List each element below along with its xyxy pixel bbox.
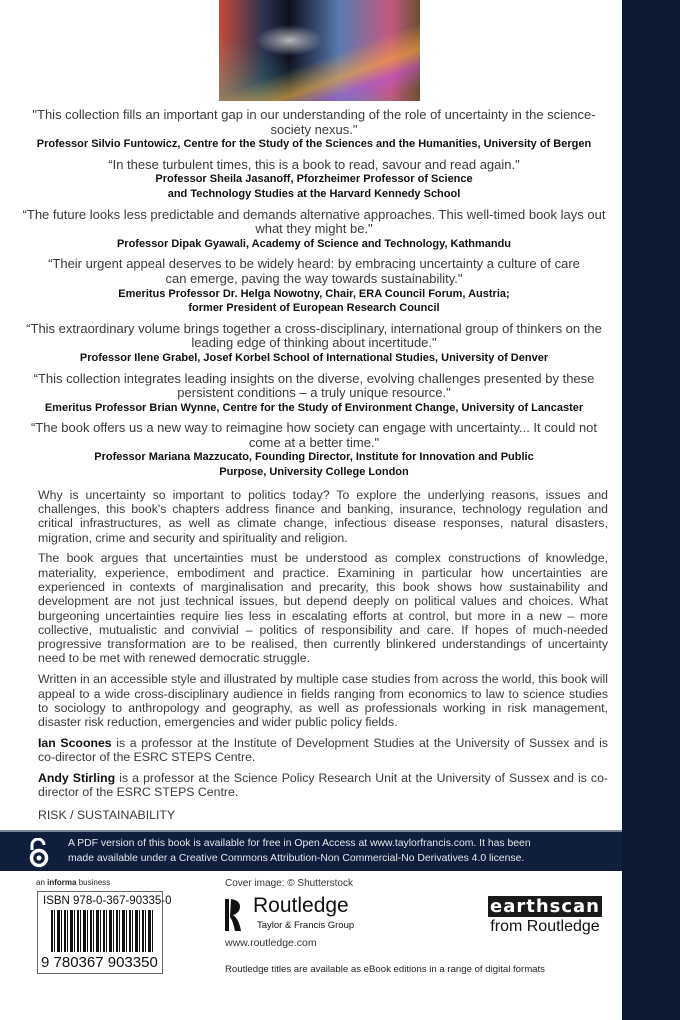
earthscan-logo	[483, 897, 607, 937]
description-paragraph: Why is uncertainty so important to politics today? To explore the underlying reasons, issues and challenges, this book's chapters address finance and banking, insurance, technology regulation and critical infrastructures, as well as climate change, infectious disease responses, natural disasters, migration, crime and security and spirituality and religion.	[38, 487, 608, 545]
cover-credit: Cover image: © Shutterstock	[225, 877, 353, 889]
spine-bar	[622, 0, 680, 1020]
informa-prefix: an	[36, 877, 48, 887]
description-paragraph: Written in an accessible style and illustrated by multiple case studies from across the world, this book will appeal to a wide cross-disciplinary audience in fields ranging from economics to law to science studies to sociology to anthropology and geography, as well as professionals working in risk management, disaster risk reduction, emergencies and wider public policy fields.	[38, 672, 608, 730]
subject-category: RISK / SUSTAINABILITY	[38, 807, 176, 822]
quote-attribution: Emeritus Professor Brian Wynne, Centre for the Study of Environment Change, University of Lancaster	[44, 401, 584, 414]
quote-attribution: Professor Mariana Mazzucato, Founding Director, Institute for Innovation and Public Purpose, University College London	[94, 451, 534, 479]
description	[38, 488, 608, 822]
open-access-line: A PDF version of this book is available for free in Open Access at www.taylorfrancis.com. It has been	[68, 837, 531, 849]
quote-text: “This collection integrates leading insights on the diverse, evolving challenges presented by these persistent conditions – a truly unique resource."	[33, 370, 595, 401]
footer	[0, 871, 622, 1003]
quote-text: "This collection fills an important gap in our understanding of the role of uncertainty in the science-society nexus."	[32, 107, 596, 137]
open-access-icon	[28, 838, 50, 868]
quote-attribution: Professor Dipak Gyawali, Academy of Science and Technology, Kathmandu	[116, 237, 512, 250]
ebook-note: Routledge titles are available as eBook editions in a range of digital formats	[225, 963, 545, 975]
routledge-mark-icon	[225, 897, 243, 933]
author-bio	[38, 771, 608, 800]
author-name: Andy Stirling	[38, 771, 116, 785]
author-bio-text: is a professor at the Institute of Development Studies at the University of Sussex and is co-director of the ESRC STEPS Centre.	[38, 735, 608, 765]
publisher-name: Routledge	[253, 893, 349, 917]
quote-text: “This extraordinary volume brings together a cross-disciplinary, international group of thinkers on the leading edge of thinking about incertitude."	[26, 320, 602, 351]
quote-attribution: Professor Silvio Funtowicz, Centre for the Study of the Sciences and the Humanities, University of Bergen	[36, 138, 592, 151]
imprint-name: earthscan	[490, 895, 600, 917]
ean-number: 9 780367 903350	[41, 953, 158, 971]
description-paragraph: The book argues that uncertainties must be understood as complex constructions of knowledge, materiality, experience, embodiment and practice. Examining in particular how uncertainties are experienced in contexts of marginalisation and precarity, this book shows how sustainability and development are not just technical issues, but depend deeply on political values and choices. What burgeoning uncertainties require lies less in escalating efforts at control, but more in a new – more collective, mutualistic and convivial – politics of responsibility and care. If hopes of much-needed progressive transformation are to be realised, then currently blinkered understandings of uncertainty need to be met with renewed democratic struggle.	[38, 551, 608, 666]
author-bio	[38, 736, 608, 765]
endorsement	[14, 421, 614, 479]
open-access-band	[0, 830, 622, 871]
quote-attribution: Professor Ilene Grabel, Josef Korbel School of International Studies, University of Denver	[79, 351, 549, 364]
isbn-barcode	[37, 891, 172, 974]
barcode-bars	[51, 910, 153, 952]
informa-suffix: business	[76, 877, 111, 887]
routledge-logo	[225, 893, 365, 933]
quote-attribution: Professor Sheila Jasanoff, Pforzheimer Professor of Science and Technology Studies at the Harvard Kennedy School	[155, 173, 473, 200]
endorsement	[14, 108, 614, 152]
cover-image	[219, 0, 420, 101]
open-access-notice	[68, 836, 531, 866]
endorsement	[14, 257, 614, 315]
imprint-sub: from Routledge	[490, 917, 600, 935]
author-bio-text: is a professor at the Science Policy Research Unit at the University of Sussex and is co-director of the ESRC STEPS Centre.	[38, 771, 609, 800]
publisher-group: Taylor & Francis Group	[257, 919, 355, 931]
isbn-number: ISBN 978-0-367-90335-0	[43, 894, 172, 907]
quote-text: “The future looks less predictable and demands alternative approaches. This well-timed book lays out what they might be."	[22, 206, 606, 237]
informa-name: informa	[47, 877, 77, 887]
publisher-url[interactable]: www.routledge.com	[225, 936, 317, 949]
quote-text: “Their urgent appeal deserves to be widely heard: by embracing uncertainty a culture of care can emerge, paving the way towards sustainability."	[48, 256, 580, 286]
quote-attribution: Emeritus Professor Dr. Helga Nowotny, Chair, ERA Council Forum, Austria; former President of European Research Council	[118, 287, 510, 315]
endorsement	[14, 372, 614, 416]
author-name: Ian Scoones	[38, 735, 112, 750]
endorsement	[14, 322, 614, 366]
open-access-line: made available under a Creative Commons Attribution-Non Commercial-No Derivatives 4.0 license.	[68, 852, 525, 864]
informa-tagline	[36, 878, 110, 887]
endorsement	[14, 208, 614, 252]
endorsement	[14, 158, 614, 202]
quote-text: “In these turbulent times, this is a book to read, savour and read again."	[108, 156, 520, 172]
quote-text: “The book offers us a new way to reimagine how society can engage with uncertainty... It could not come at a better time."	[30, 420, 598, 450]
